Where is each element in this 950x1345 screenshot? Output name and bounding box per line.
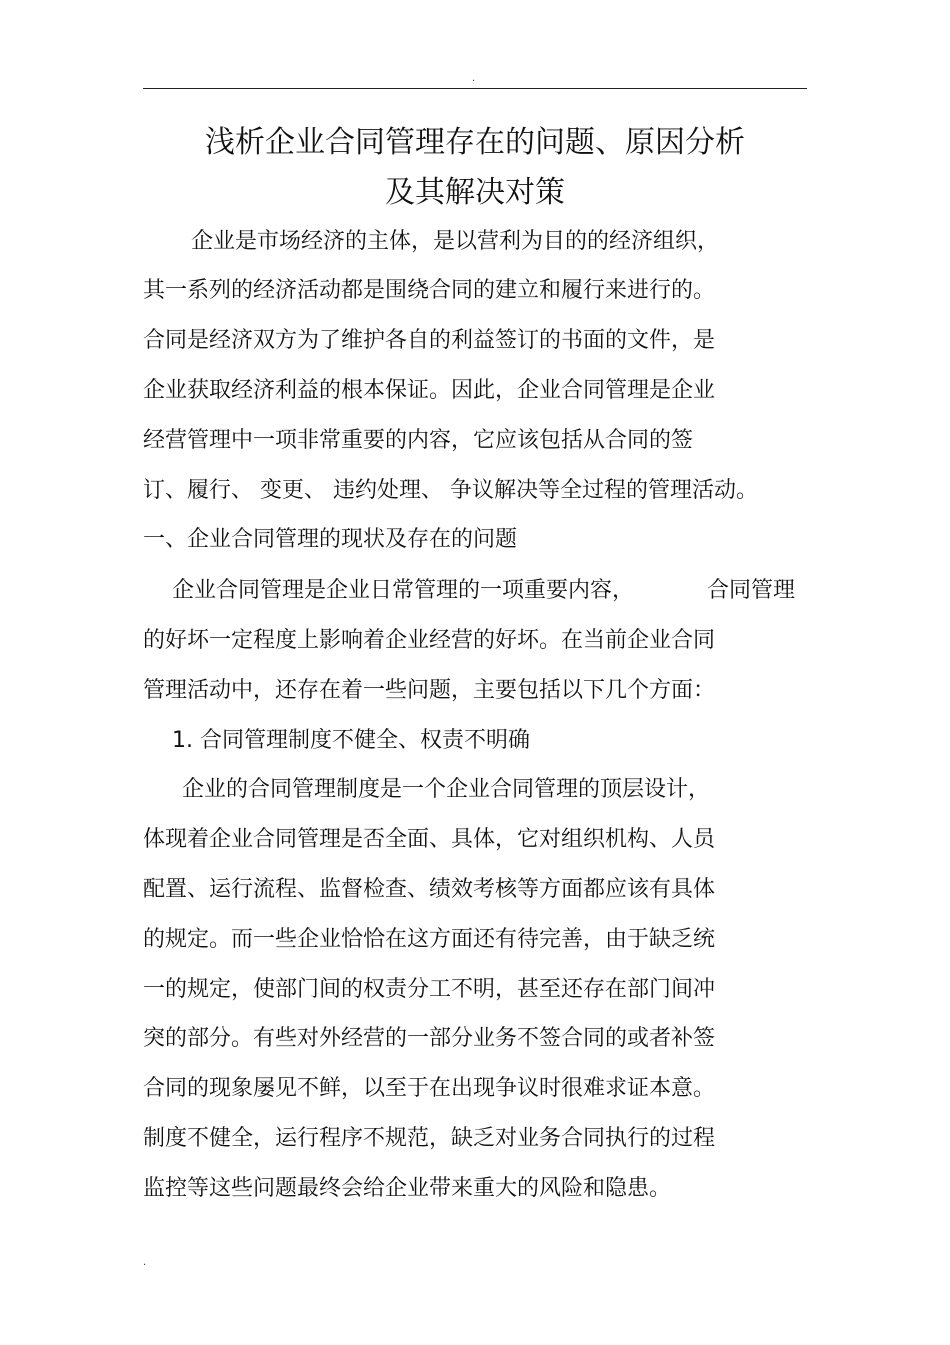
- footer-mark: .: [143, 1257, 147, 1268]
- paragraph-line: 合同管理: [707, 578, 796, 603]
- paragraph-line: 制度不健全，运行程序不规范，缺乏对业务合同执行的过程: [143, 1126, 716, 1151]
- paragraph-line: 其一系列的经济活动都是围绕合同的建立和履行来进行的。: [143, 278, 716, 303]
- document-title-line-2: 及其解决对策: [385, 175, 565, 210]
- subsection-heading: 1. 合同管理制度不健全、权责不明确: [172, 728, 530, 753]
- paragraph-line: 订、履行、 变更、 违约处理、 争议解决等全过程的管理活动。: [143, 478, 758, 503]
- paragraph-line: 的规定。而一些企业恰恰在这方面还有待完善，由于缺乏统: [143, 927, 716, 952]
- header-rule: [143, 88, 807, 89]
- paragraph-line: 一的规定，使部门间的权责分工不明，甚至还存在部门间冲: [143, 977, 716, 1002]
- paragraph-line: 突的部分。有些对外经营的一部分业务不签合同的或者补签: [143, 1026, 716, 1051]
- header-mark: .: [472, 73, 476, 84]
- paragraph-line: 合同的现象屡见不鲜，以至于在出现争议时很难求证本意。: [143, 1076, 716, 1101]
- paragraph-line: 企业合同管理是企业日常管理的一项重要内容，: [172, 578, 635, 603]
- paragraph-line: 企业的合同管理制度是一个企业合同管理的顶层设计，: [182, 777, 711, 802]
- paragraph-line: 企业是市场经济的主体，是以营利为目的的经济组织，: [191, 229, 720, 254]
- paragraph-line: 管理活动中，还存在着一些问题，主要包括以下几个方面：: [143, 678, 716, 703]
- paragraph-line: 企业获取经济利益的根本保证。因此，企业合同管理是企业: [143, 378, 716, 403]
- paragraph-line: 的好坏一定程度上影响着企业经营的好坏。在当前企业合同: [143, 628, 716, 653]
- paragraph-line: 合同是经济双方为了维护各自的利益签订的书面的文件，是: [143, 328, 716, 353]
- paragraph-line: 体现着企业合同管理是否全面、具体，它对组织机构、人员: [143, 827, 716, 852]
- section-heading: 一、企业合同管理的现状及存在的问题: [143, 527, 518, 552]
- paragraph-line: 经营管理中一项非常重要的内容，它应该包括从合同的签: [143, 428, 694, 453]
- document-title-line-1: 浅析企业合同管理存在的问题、原因分析: [205, 125, 745, 160]
- paragraph-line: 配置、运行流程、监督检查、绩效考核等方面都应该有具体: [143, 877, 716, 902]
- paragraph-line: 监控等这些问题最终会给企业带来重大的风险和隐患。: [143, 1176, 672, 1201]
